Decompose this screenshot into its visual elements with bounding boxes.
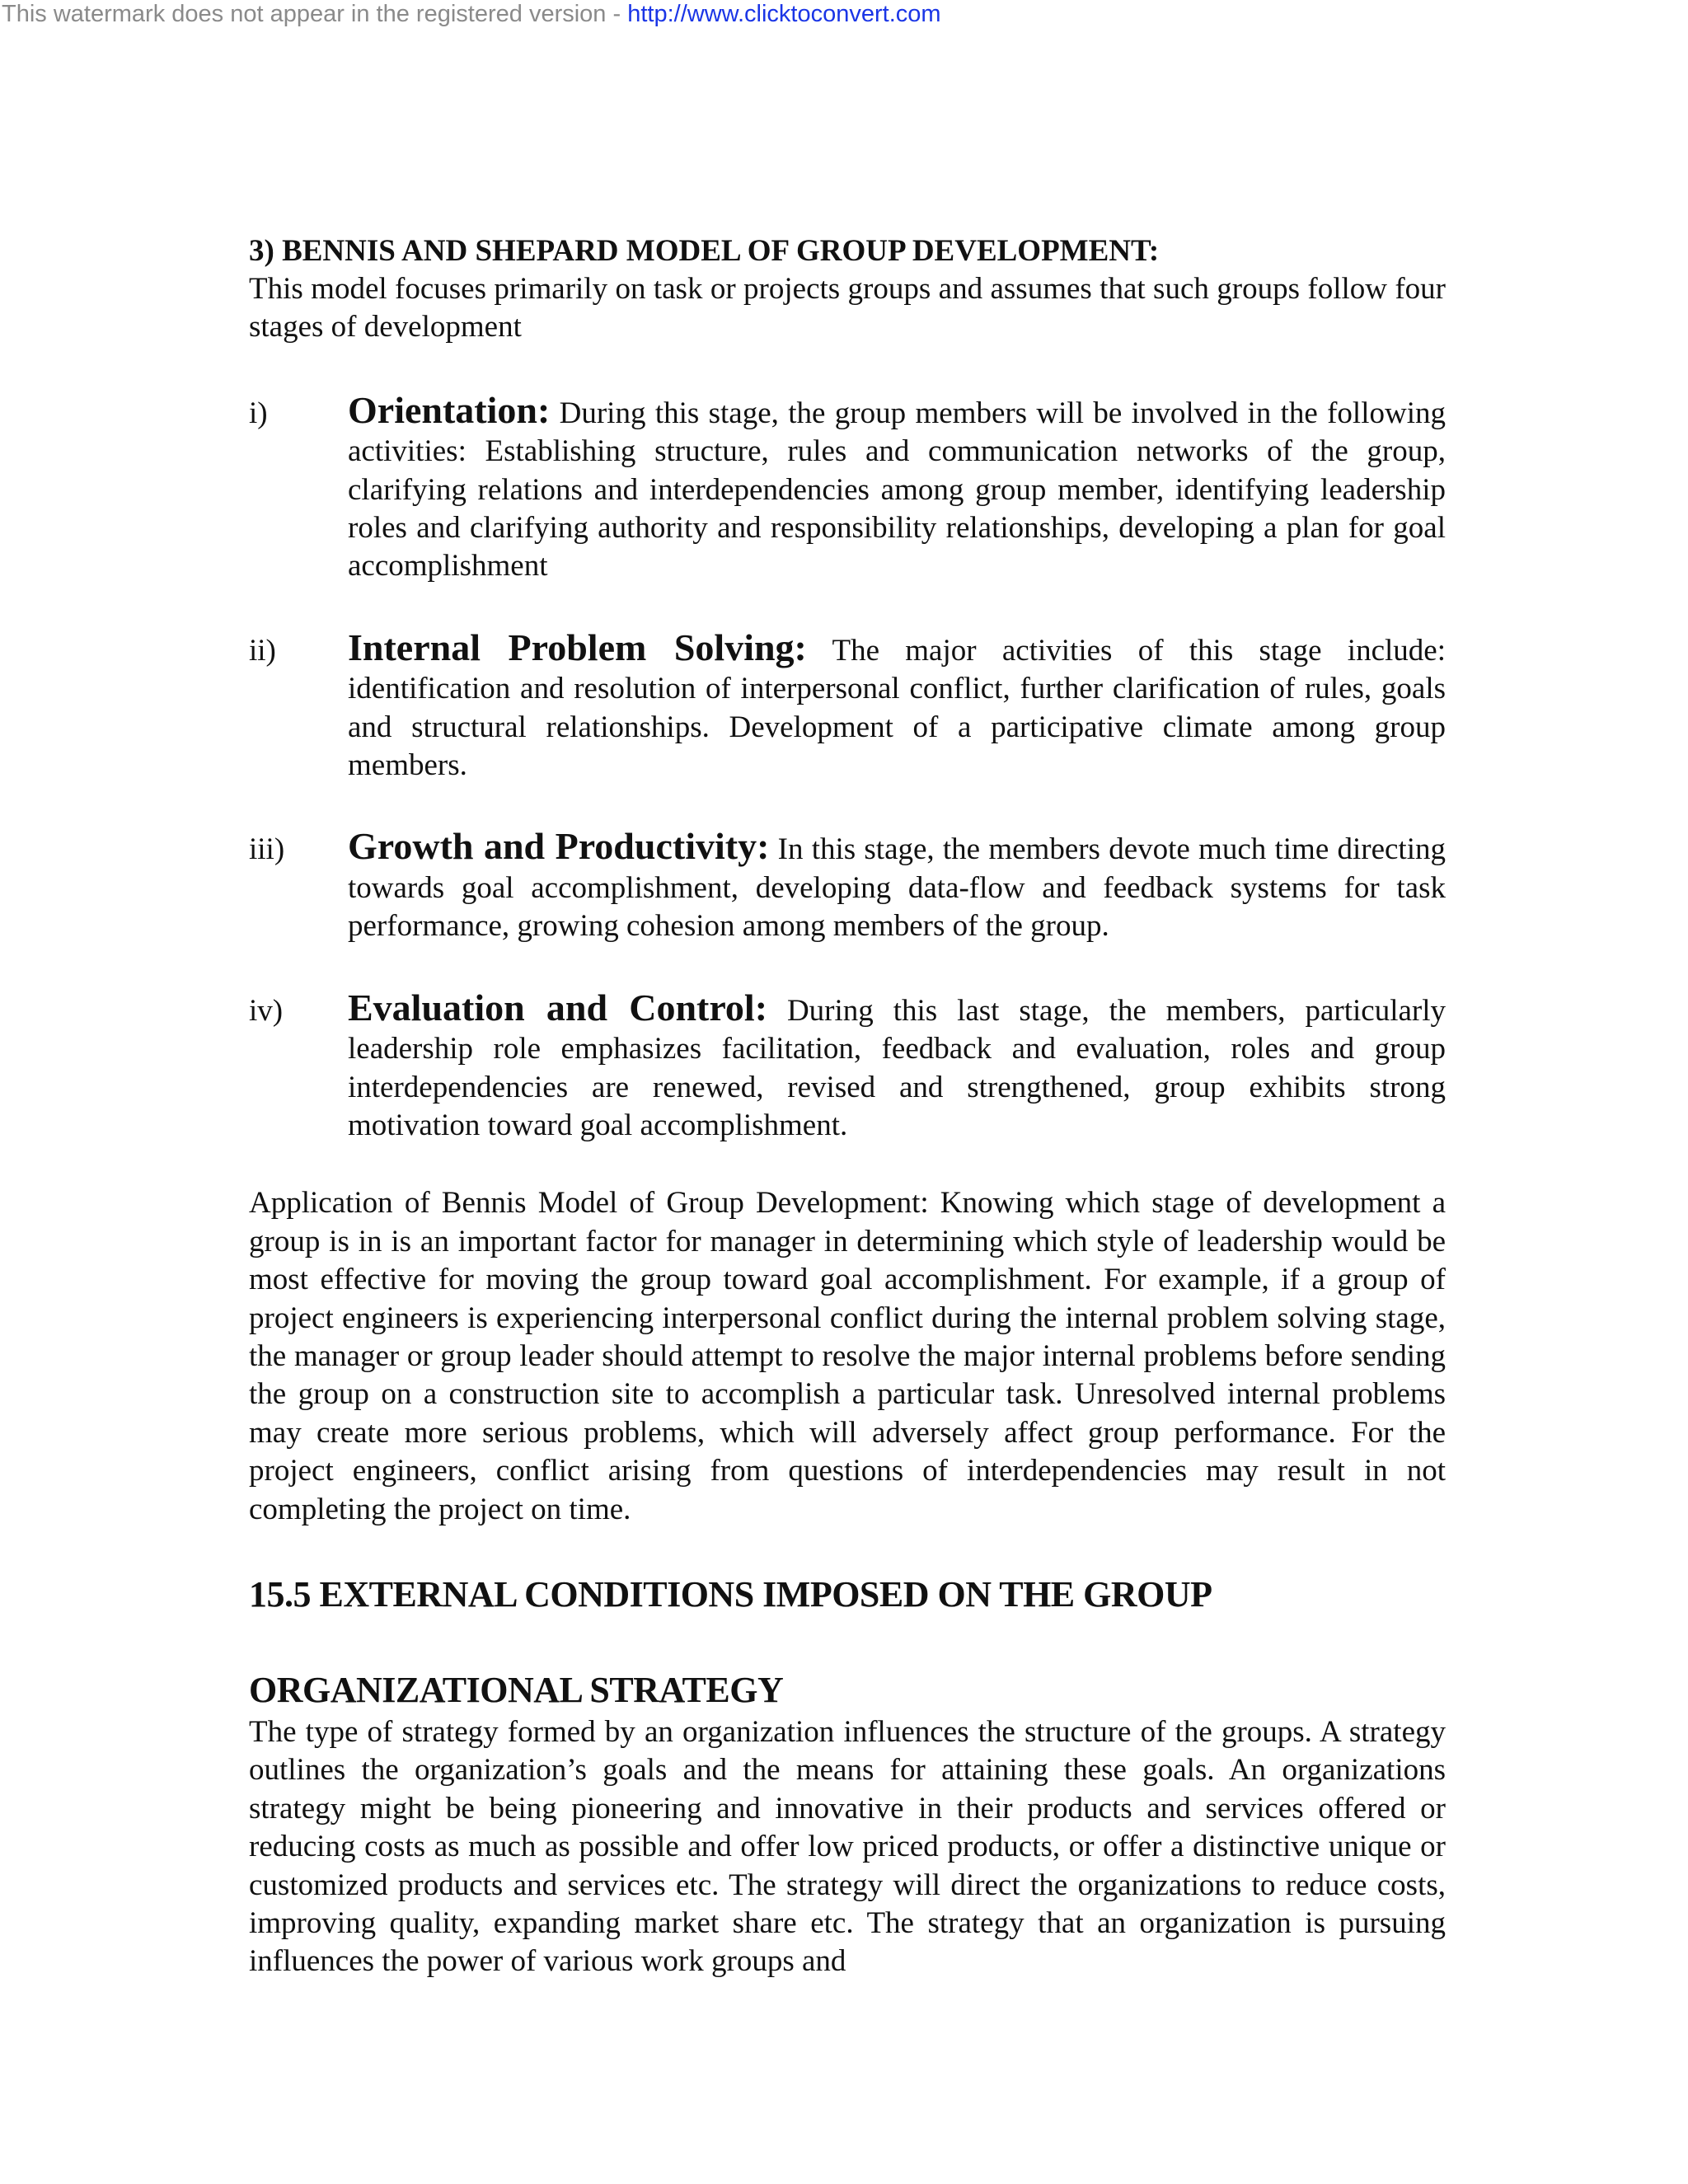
- stage-item-evaluation-and-control: [249, 986, 1446, 1146]
- stage-text: During this stage, the group members will be involved in the following activities: Establishing structure, rules and communication networks of the group, clarifying relations and interdependencies among group member, identifying leadership roles and clarifying authority and responsibility relationships, developing a plan for goal accomplishment: [348, 396, 1446, 583]
- stage-text: The major activities of this stage include: identification and resolution of interpersonal conflict, further clarification of rules, goals and structural relationships. Development of a participative climate among group members.: [348, 633, 1446, 783]
- application-paragraph: Application of Bennis Model of Group Development: Knowing which stage of development a group is in is an important factor for manager in determining which style of leadership would be most effective for moving the group toward goal accomplishment. For example, if a group of project engineers is experiencing interpersonal conflict during the internal problem solving stage, the manager or group leader should attempt to resolve the major internal problems before sending the group on a construction site to accomplish a particular task. Unresolved internal problems may create more serious problems, which will adversely affect group performance. For the project engineers, conflict arising from questions of interdependencies may result in not completing the project on time.: [249, 1186, 1446, 1526]
- stage-number: ii): [249, 633, 276, 668]
- stage-text: During this last stage, the members, particularly leadership role emphasizes facilitation, feedback and evaluation, roles and group interdependencies are renewed, revised and strengthened, group exhibits strong motivation toward goal accomplishment.: [348, 993, 1447, 1142]
- intro-paragraph: This model focuses primarily on task or projects groups and assumes that such groups follow four stages of development: [249, 272, 1446, 344]
- stage-name: Evaluation and Control:: [348, 986, 768, 1029]
- stage-body: [348, 824, 1446, 945]
- stage-item-growth-and-productivity: [249, 824, 1446, 945]
- stage-number: i): [249, 396, 268, 430]
- watermark-link[interactable]: http://www.clicktoconvert.com: [627, 1, 941, 27]
- organizational-strategy-heading: ORGANIZATIONAL STRATEGY: [249, 1669, 784, 1710]
- watermark-text: This watermark does not appear in the registered version -: [2, 1, 628, 27]
- stage-body: [348, 986, 1446, 1146]
- stage-item-internal-problem-solving: [249, 626, 1446, 785]
- stage-item-orientation: [249, 388, 1446, 586]
- document-body: [249, 232, 1446, 1981]
- stage-number: iii): [249, 832, 285, 867]
- stage-number: iv): [249, 993, 284, 1028]
- watermark-banner: [2, 0, 941, 28]
- strategy-paragraph: The type of strategy formed by an organization influences the structure of the groups. A strategy outlines the organization’s goals and the means for attaining these goals. An organizations strategy might be being pioneering and innovative in their products and services offered or reducing costs as much as possible and offer low priced products, or offer a distinctive unique or customized products and services etc. The strategy will direct the organizations to reduce costs, improving quality, expanding market share etc. The strategy that an organization is pursuing influences the power of various work groups and: [249, 1714, 1446, 1979]
- stage-body: [348, 626, 1446, 785]
- stage-name: Growth and Productivity:: [348, 825, 770, 868]
- stage-body: [348, 388, 1446, 586]
- external-conditions-heading: 15.5 EXTERNAL CONDITIONS IMPOSED ON THE GROUP: [249, 1573, 1212, 1615]
- stage-name: Orientation:: [348, 388, 551, 431]
- stage-text: In this stage, the members devote much time directing towards goal accomplishment, developing data-flow and feedback systems for task performance, growing cohesion among members of the group.: [348, 832, 1446, 944]
- section-title: 3) BENNIS AND SHEPARD MODEL OF GROUP DEVELOPMENT:: [249, 234, 1160, 268]
- stage-name: Internal Problem Solving:: [348, 626, 807, 668]
